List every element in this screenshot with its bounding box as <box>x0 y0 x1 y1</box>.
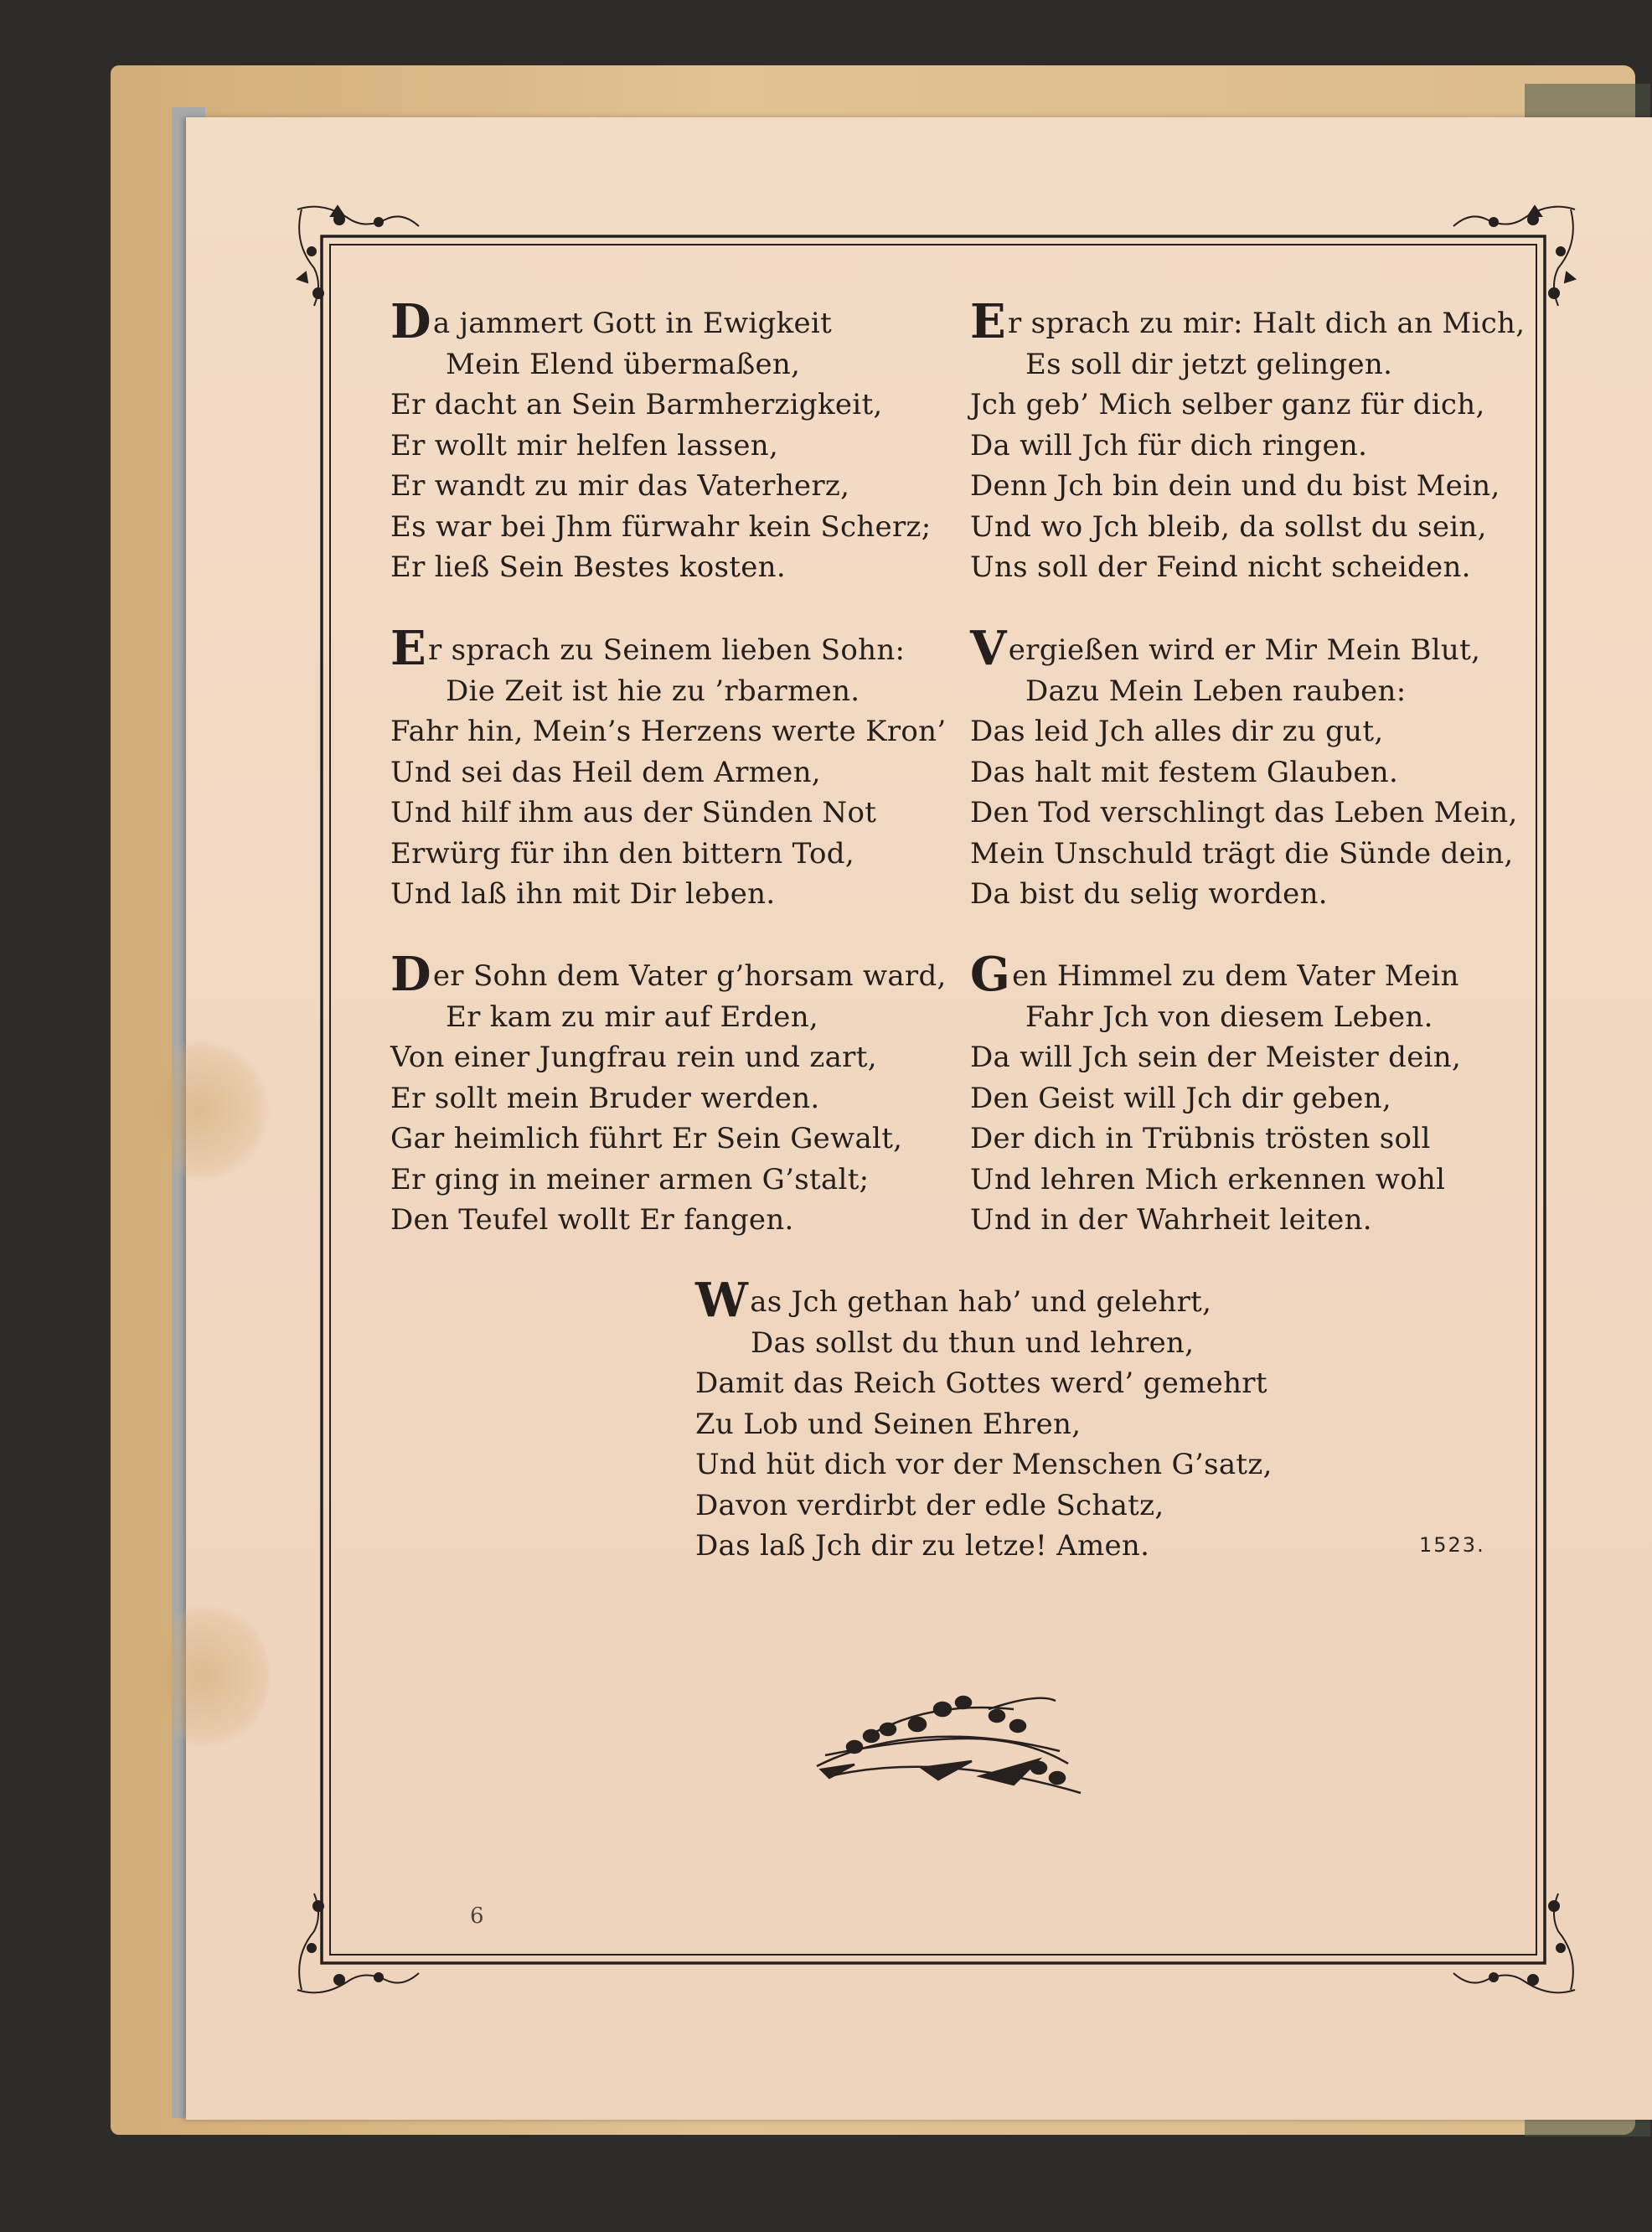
stanza-line: Und hilf ihm aus der Sünden Not <box>390 796 877 829</box>
stanza-line: Und sei das Heil dem Armen, <box>390 755 821 789</box>
drop-cap: E <box>390 621 426 676</box>
stanza-5 <box>970 621 1518 915</box>
stanza-3 <box>390 947 947 1241</box>
lily-of-the-valley-icon <box>817 1697 1081 1793</box>
stanza-line: Er kam zu mir auf Erden, <box>446 1000 819 1034</box>
stanza-line: Und lehren Mich erkennen wohl <box>970 1162 1446 1196</box>
stanza-line: Gen Himmel zu dem Vater Mein <box>970 947 1459 1002</box>
stanza-line: Mein Unschuld trägt die Sünde dein, <box>970 836 1514 871</box>
stanza-line: Er sprach zu Seinem lieben Sohn: <box>390 621 906 676</box>
stanza-line: Von einer Jungfrau rein und zart, <box>390 1041 877 1074</box>
stanza-line: Es war bei Jhm fürwahr kein Scherz; <box>390 509 932 544</box>
stanza-line: Erwürg für ihn den bittern Tod, <box>390 836 854 871</box>
stanza-line: Uns soll der Feind nicht scheiden. <box>970 550 1471 584</box>
corner-flourish-icon <box>1453 206 1575 306</box>
corner-flourish-icon <box>297 206 419 306</box>
stanza-line: Damit das Reich Gottes werd’ gemehrt <box>695 1367 1267 1400</box>
drop-cap: E <box>970 294 1006 349</box>
stanza-line: Und laß ihn mit Dir leben. <box>390 877 776 911</box>
stanza-line: Das laß Jch dir zu letze! Amen. <box>695 1529 1150 1563</box>
stanza-line: Er sollt mein Bruder werden. <box>390 1081 820 1115</box>
stanza-2 <box>390 621 947 915</box>
stanza-line: Mein Elend übermaßen, <box>446 347 801 381</box>
stanza-line: Da will Jch für dich ringen. <box>970 428 1368 462</box>
stanza-line: Der Sohn dem Vater g’horsam ward, <box>390 947 947 1002</box>
drop-cap: V <box>970 621 1007 676</box>
stanza-line: Fahr Jch von diesem Leben. <box>1025 1000 1433 1034</box>
stanza-line: Da jammert Gott in Ewigkeit <box>390 294 833 349</box>
stanza-line: Den Tod verschlingt das Leben Mein, <box>970 796 1518 829</box>
stanza-line: Da bist du selig worden. <box>970 877 1328 911</box>
stanza-line: Gar heimlich führt Er Sein Gewalt, <box>390 1122 903 1155</box>
stanza-line: Es soll dir jetzt gelingen. <box>1025 347 1393 381</box>
stanza-line: Das sollst du thun und lehren, <box>751 1325 1195 1360</box>
stanza-line: Er dacht an Sein Barmherzigkeit, <box>390 388 883 421</box>
stanza-4 <box>970 294 1526 588</box>
stanza-line: Das leid Jch alles dir zu gut, <box>970 715 1384 748</box>
stanza-line: Der dich in Trübnis trösten soll <box>970 1122 1431 1155</box>
drop-cap: G <box>970 947 1011 1002</box>
stanza-line: Den Geist will Jch dir geben, <box>970 1081 1391 1115</box>
stanza-line: Dazu Mein Leben rauben: <box>1025 674 1407 708</box>
stanza-line: Vergießen wird er Mir Mein Blut, <box>970 621 1481 676</box>
stanza-line: Das halt mit festem Glauben. <box>970 755 1399 789</box>
stanza-line: Er ging in meiner armen G’stalt; <box>390 1162 870 1196</box>
stanza-line: Zu Lob und Seinen Ehren, <box>695 1407 1082 1441</box>
corner-flourish-icon <box>297 1894 419 1992</box>
stanza-line: Und in der Wahrheit leiten. <box>970 1203 1372 1237</box>
stanza-line: Fahr hin, Mein’s Herzens werte Kron’ <box>390 715 947 748</box>
stanza-line: Was Jch gethan hab’ und gelehrt, <box>695 1273 1212 1328</box>
drop-cap: D <box>390 947 431 1002</box>
stanza-7 <box>695 1273 1273 1567</box>
page-number: 6 <box>470 1904 484 1929</box>
stanza-line: Er ließ Sein Bestes kosten. <box>390 550 786 584</box>
stanza-line: Er wandt zu mir das Vaterherz, <box>390 469 850 503</box>
corner-flourish-icon <box>1453 1894 1575 1992</box>
stanza-6 <box>970 947 1462 1241</box>
drop-cap: D <box>390 294 431 349</box>
drop-cap: W <box>695 1273 749 1328</box>
stanza-line: Den Teufel wollt Er fangen. <box>390 1203 794 1237</box>
stanza-line: Die Zeit ist hie zu ’rbarmen. <box>446 674 860 708</box>
stanza-line: Er sprach zu mir: Halt dich an Mich, <box>970 294 1526 349</box>
stanza-1 <box>390 294 932 588</box>
stanza-line: Er wollt mir helfen lassen, <box>390 428 779 462</box>
stanza-line: Und wo Jch bleib, da sollst du sein, <box>970 509 1487 544</box>
stanza-line: Davon verdirbt der edle Schatz, <box>695 1488 1164 1522</box>
year-label: 1523. <box>1419 1533 1485 1557</box>
stanza-line: Denn Jch bin dein und du bist Mein, <box>970 469 1500 503</box>
stanza-line: Und hüt dich vor der Menschen G’satz, <box>695 1448 1273 1481</box>
stanza-line: Jch geb’ Mich selber ganz für dich, <box>970 388 1485 421</box>
stanza-line: Da will Jch sein der Meister dein, <box>970 1041 1462 1074</box>
